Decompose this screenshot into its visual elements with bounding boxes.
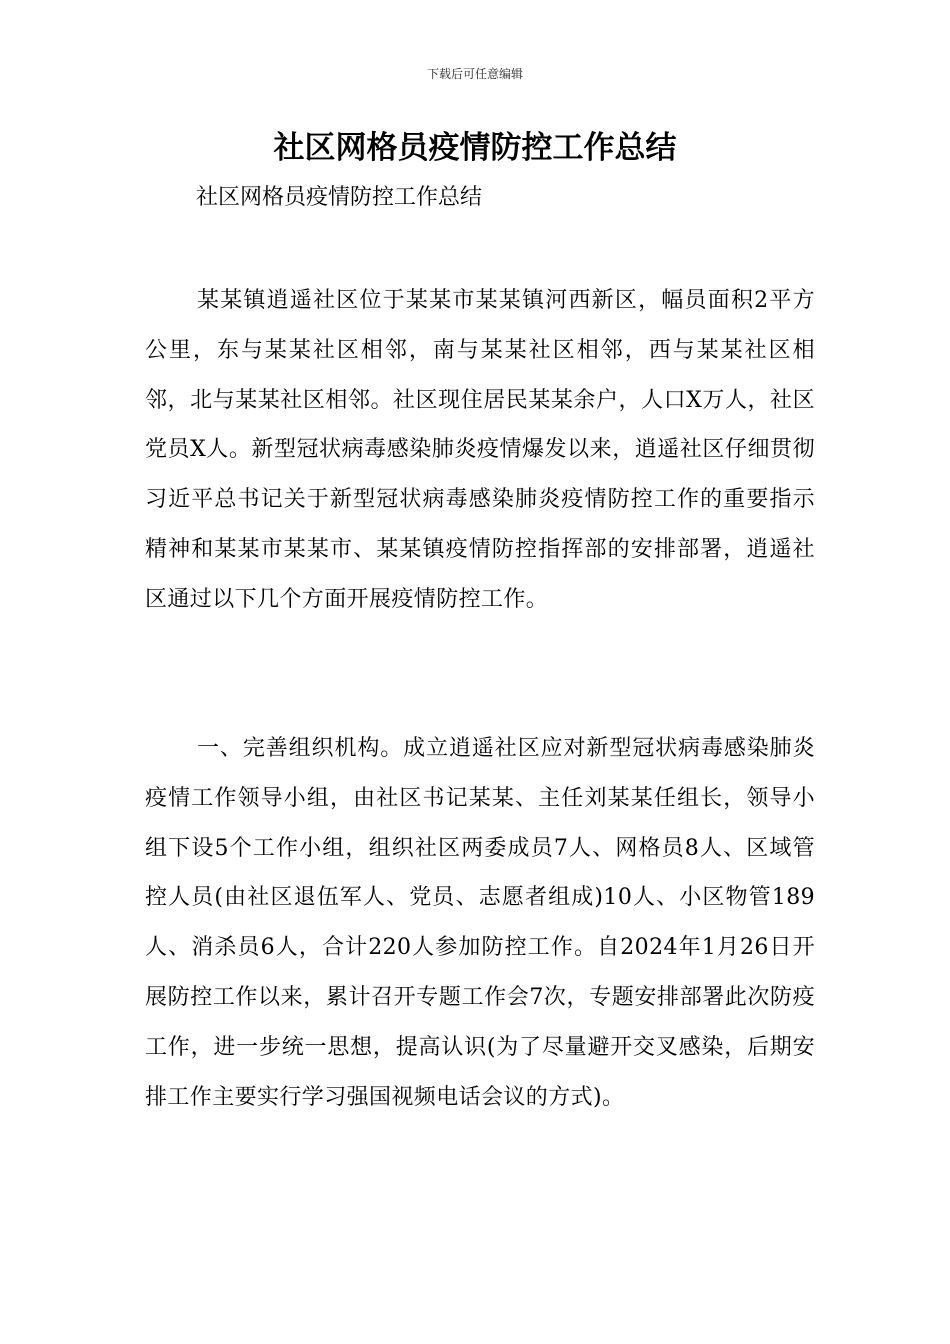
paragraph-intro: 某某镇逍遥社区位于某某市某某镇河西新区，幅员面积2平方公里，东与某某社区相邻，南与某某社区相邻，西与某某社区相邻，北与某某社区相邻。社区现住居民某某余户，人口X万人，社区党员X人。新型冠状病毒感染肺炎疫情爆发以来，逍遥社区仔细贯彻习近平总书记关于新型冠状病毒感染肺炎疫情防控工作的重要指示精神和某某市某某市、某某镇疫情防控指挥部的安排部署，逍遥社区通过以下几个方面开展疫情防控工作。 bbox=[145, 288, 815, 612]
document-subtitle: 社区网格员疫情防控工作总结 bbox=[196, 185, 483, 210]
header-note: 下载后可任意编辑 bbox=[426, 67, 523, 81]
document-title: 社区网格员疫情防控工作总结 bbox=[273, 130, 677, 166]
paragraph-organization: 一、完善组织机构。成立逍遥社区应对新型冠状病毒感染肺炎疫情工作领导小组，由社区书记某某、主任刘某某任组长，领导小组下设5个工作小组，组织社区两委成员7人、网格员8人、区域管控人员(由社区退伍军人、党员、志愿者组成)10人、小区物管189人、消杀员6人，合计220人参加防控工作。自2024年1月26日开展防控工作以来，累计召开专题工作会7次，专题安排部署此次防疫工作，进一步统一思想，提高认识(为了尽量避开交叉感染，后期安排工作主要实行学习强国视频电话会议的方式)。 bbox=[145, 736, 815, 1110]
